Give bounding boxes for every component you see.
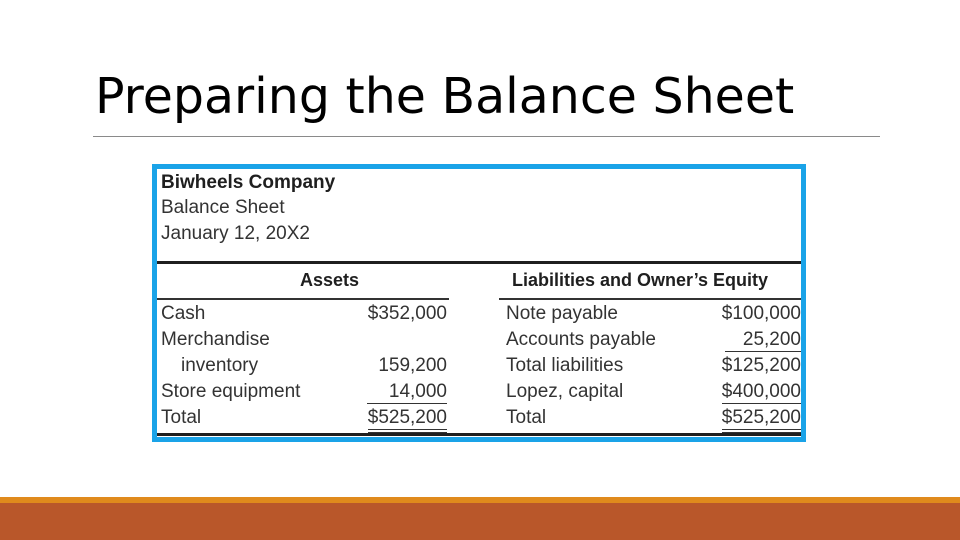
footer-band <box>0 503 960 540</box>
balance-sheet-table <box>157 169 801 437</box>
liabilities-header-rule <box>499 298 801 300</box>
liability-amount: 25,200 <box>725 329 801 352</box>
liability-amount: $400,000 <box>721 381 801 402</box>
liability-label: Lopez, capital <box>506 381 624 402</box>
balance-sheet-figure <box>152 164 806 442</box>
asset-label: Total <box>161 407 202 428</box>
table-row <box>157 381 801 407</box>
liability-label: Accounts payable <box>506 329 656 350</box>
asset-label: inventory <box>181 355 259 376</box>
liability-label: Total liabilities <box>506 355 624 376</box>
statement-date: January 12, 20X2 <box>161 223 310 244</box>
liability-amount: $125,200 <box>721 355 801 376</box>
asset-amount: $352,000 <box>367 303 447 324</box>
table-row <box>157 355 801 381</box>
bottom-rule <box>157 433 801 436</box>
table-row <box>157 329 801 355</box>
statement-title: Balance Sheet <box>161 197 285 218</box>
liability-label: Total <box>506 407 547 428</box>
assets-header-rule <box>157 298 449 300</box>
asset-label: Store equipment <box>161 381 301 402</box>
liability-amount: $100,000 <box>721 303 801 324</box>
assets-header: Assets <box>300 270 360 290</box>
asset-label: Merchandise <box>161 329 270 350</box>
asset-total: $525,200 <box>368 407 447 433</box>
title-divider <box>93 136 880 137</box>
liability-label: Note payable <box>506 303 618 324</box>
top-rule <box>157 261 801 264</box>
liabilities-header: Liabilities and Owner’s Equity <box>512 270 769 290</box>
asset-amount: 14,000 <box>367 381 447 404</box>
asset-label: Cash <box>161 303 206 324</box>
company-name: Biwheels Company <box>161 172 336 193</box>
liability-total: $525,200 <box>722 407 801 433</box>
table-row <box>157 407 801 433</box>
slide-title: Preparing the Balance Sheet <box>95 68 795 125</box>
asset-amount: 159,200 <box>378 355 447 376</box>
table-row <box>157 303 801 329</box>
